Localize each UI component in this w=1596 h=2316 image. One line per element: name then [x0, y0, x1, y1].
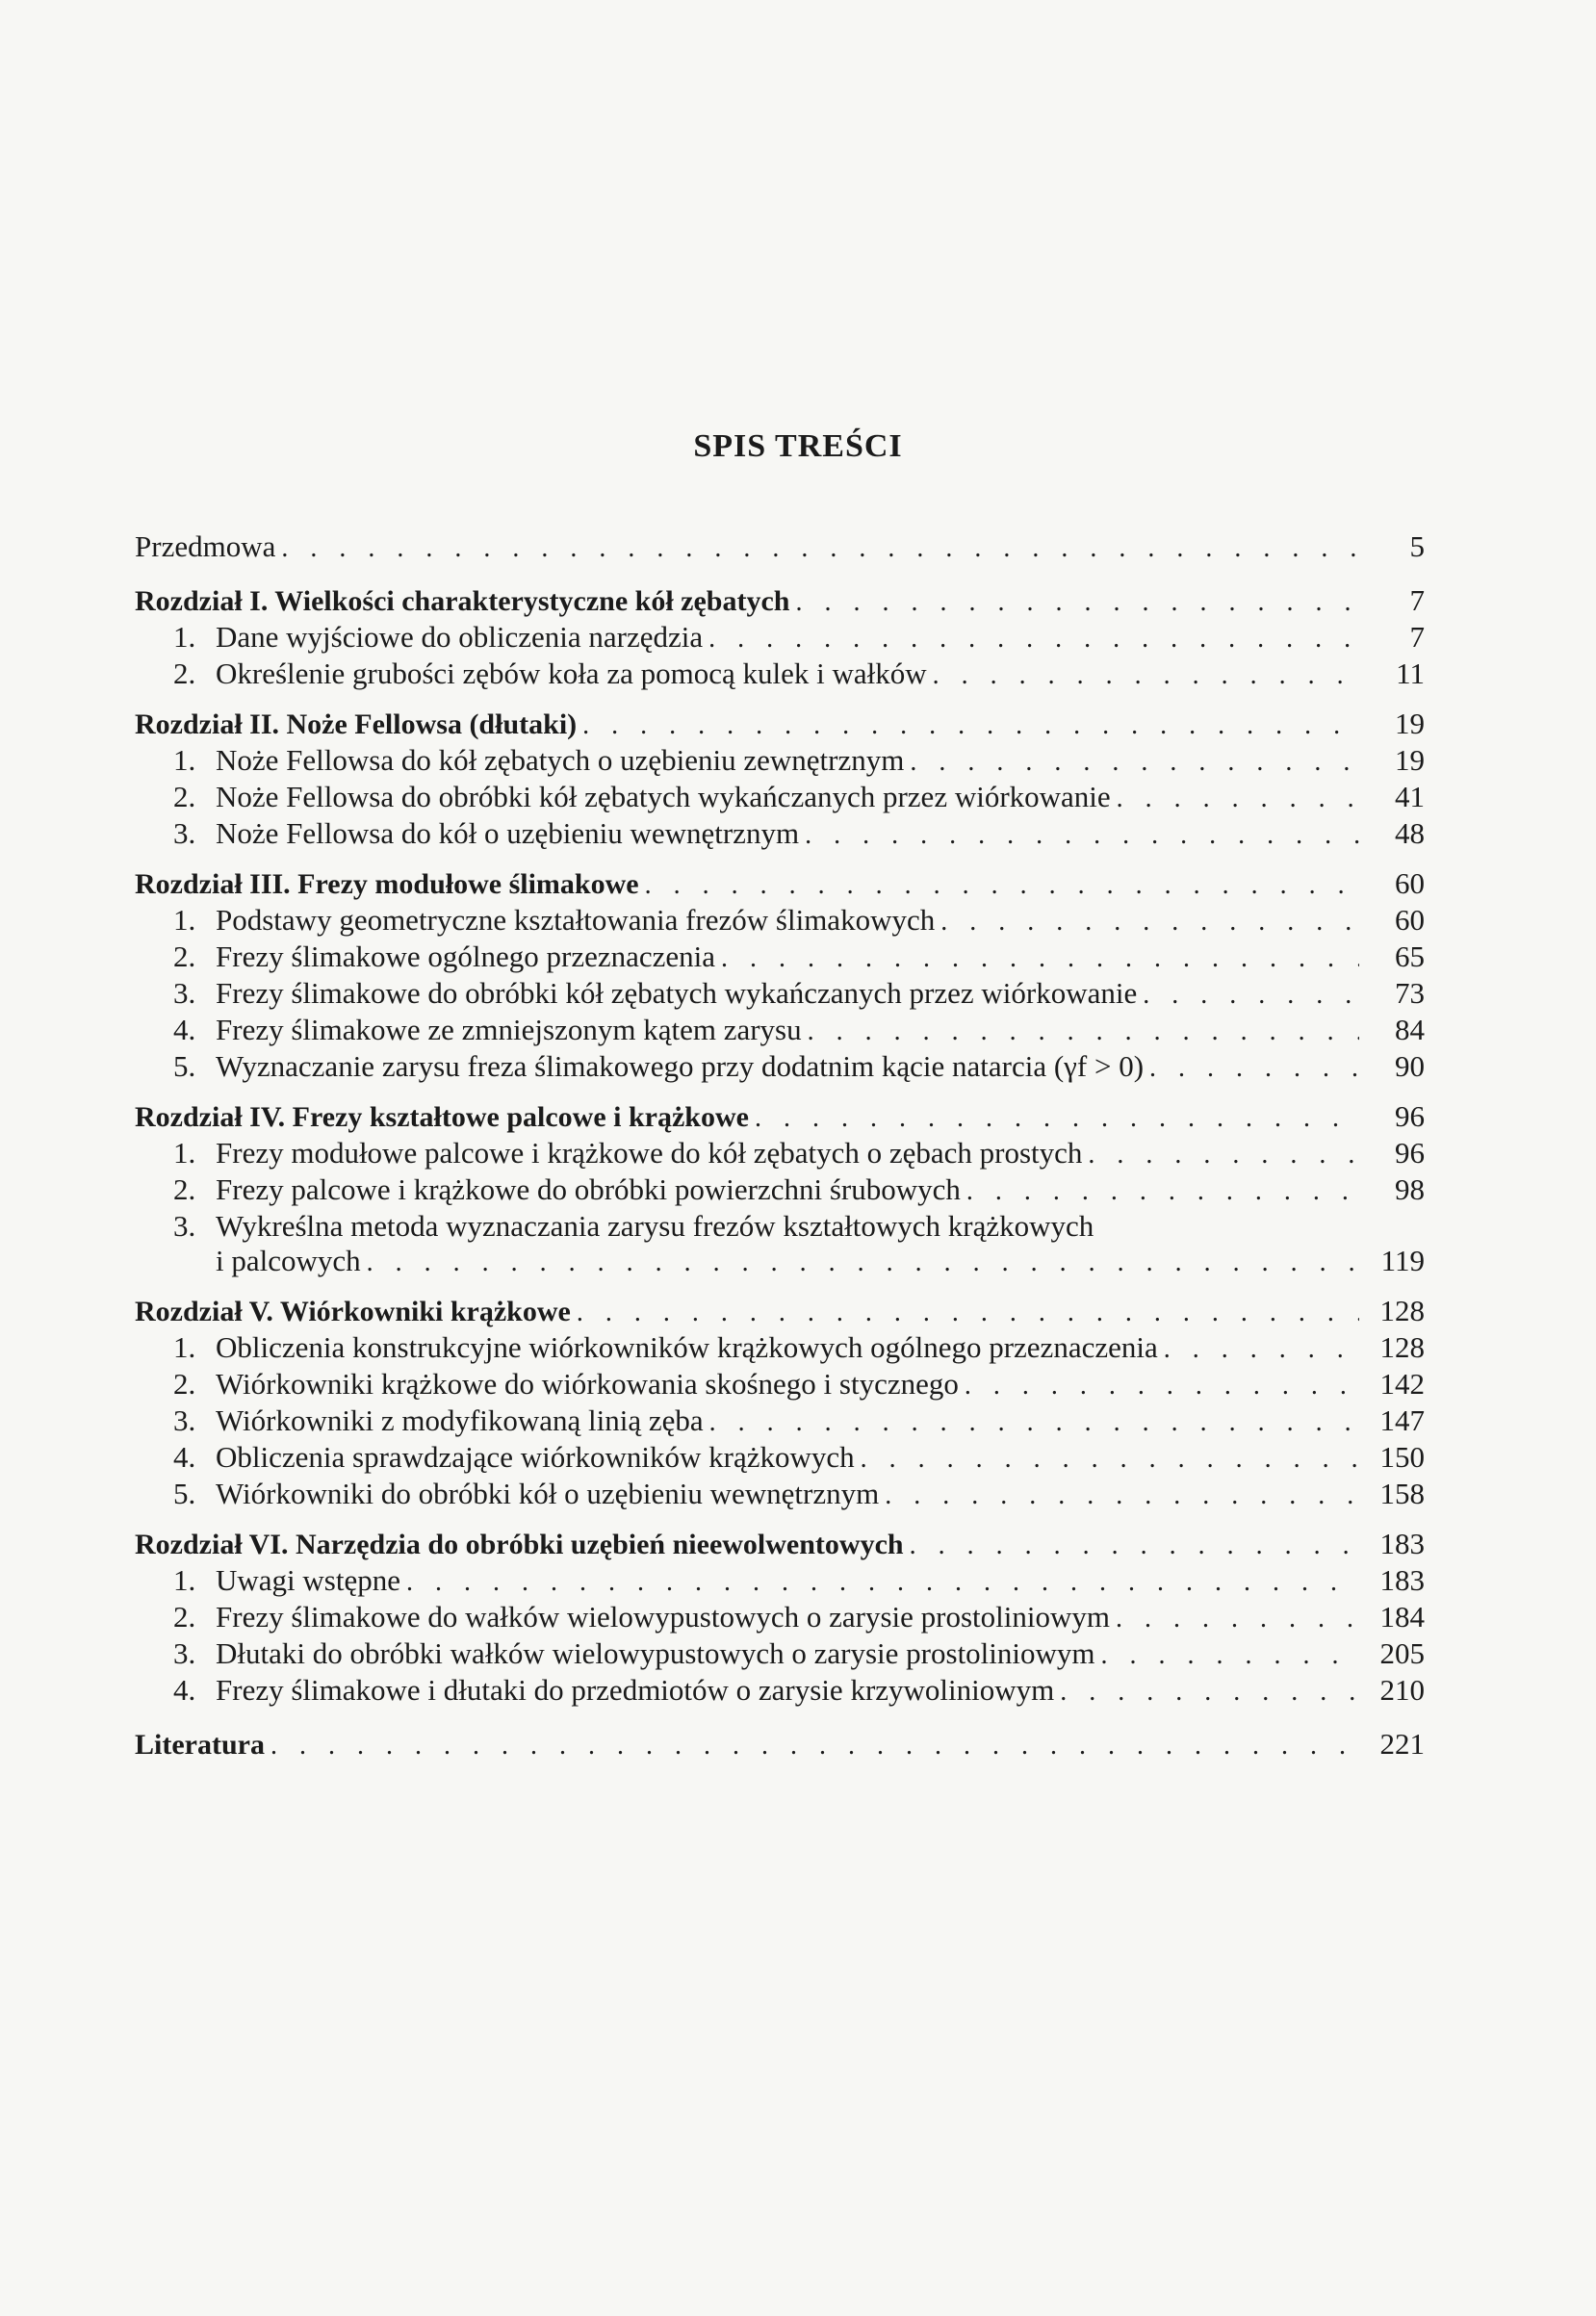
leader-dots [1143, 978, 1359, 1013]
section-number: 3. [173, 1209, 196, 1243]
section-number: 2. [173, 1367, 196, 1401]
section-number: 4. [173, 1440, 196, 1474]
toc-section[interactable] [135, 1440, 1425, 1477]
toc-section[interactable] [135, 903, 1425, 939]
page-number: 119 [1380, 1244, 1425, 1277]
page-number: 19 [1395, 743, 1425, 777]
page-number: 41 [1395, 780, 1425, 813]
section-label: Frezy ślimakowe ze zmniejszonym kątem zarysu [216, 1013, 802, 1046]
page-number: 205 [1379, 1636, 1425, 1670]
toc-section[interactable] [135, 1172, 1425, 1209]
leader-dots [910, 1529, 1359, 1563]
page-number: 65 [1395, 939, 1425, 973]
page-number: 147 [1379, 1403, 1425, 1437]
section-number: 3. [173, 976, 196, 1010]
toc-section[interactable] [135, 1673, 1425, 1710]
section-label: Obliczenia konstrukcyjne wiórkowników krążkowych ogólnego przeznaczenia [216, 1330, 1158, 1364]
section-label: Frezy palcowe i krążkowe do obróbki powierzchni śrubowych [216, 1172, 961, 1206]
toc-entry-preface[interactable] [135, 529, 1425, 566]
page-number: 128 [1379, 1294, 1425, 1327]
page-title: SPIS TREŚCI [693, 428, 903, 464]
section-label: Dane wyjściowe do obliczenia narzędzia [216, 620, 704, 654]
toc-section[interactable] [135, 1136, 1425, 1172]
leader-dots [270, 1729, 1359, 1763]
entry-label: Przedmowa [135, 529, 276, 563]
section-label: Wiórkowniki do obróbki kół o uzębieniu wewnętrznym [216, 1477, 880, 1510]
toc-section[interactable] [135, 1563, 1425, 1600]
section-number: 1. [173, 1136, 196, 1170]
chapter-label: Rozdział VI. Narzędzia do obróbki uzębień nieewolwentowych [135, 1529, 904, 1560]
toc-entry-literature[interactable] [135, 1727, 1425, 1763]
toc-section[interactable] [135, 1600, 1425, 1636]
leader-dots [1060, 1675, 1359, 1710]
section-number: 2. [173, 939, 196, 973]
toc-section[interactable] [135, 780, 1425, 816]
page-number: 96 [1395, 1099, 1425, 1133]
toc-section[interactable] [135, 1636, 1425, 1673]
section-label: Określenie grubości zębów koła za pomocą kulek i wałków [216, 656, 927, 690]
page-number: 150 [1379, 1440, 1425, 1474]
page-number: 73 [1395, 976, 1425, 1010]
toc-section[interactable] [135, 743, 1425, 780]
leader-dots [933, 658, 1359, 693]
section-number: 2. [173, 656, 196, 690]
section-label: Wykreślna metoda wyznaczania zarysu frezów kształtowych krążkowych [216, 1209, 1094, 1243]
section-label: Podstawy geometryczne kształtowania frezów ślimakowych [216, 903, 936, 937]
page-number: 128 [1379, 1330, 1425, 1364]
page-number: 142 [1379, 1367, 1425, 1401]
section-number: 4. [173, 1013, 196, 1046]
section-number: 3. [173, 1636, 196, 1670]
leader-dots [1101, 1638, 1359, 1673]
leader-dots [1116, 1602, 1359, 1636]
toc-section[interactable] [135, 1330, 1425, 1367]
leader-dots [709, 1405, 1359, 1440]
page-number: 183 [1379, 1563, 1425, 1597]
page-number: 84 [1395, 1013, 1425, 1046]
leader-dots [721, 941, 1359, 976]
chapter-label: Rozdział II. Noże Fellowsa (dłutaki) [135, 708, 578, 740]
section-label: Frezy ślimakowe ogólnego przeznaczenia [216, 939, 716, 973]
section-number: 3. [173, 816, 196, 850]
page-number: 184 [1379, 1600, 1425, 1634]
page-number: 19 [1395, 707, 1425, 740]
section-number: 2. [173, 780, 196, 813]
section-number: 4. [173, 1673, 196, 1707]
page-number: 60 [1395, 866, 1425, 900]
section-number: 1. [173, 620, 196, 654]
page-number: 158 [1379, 1477, 1425, 1510]
leader-dots [281, 531, 1359, 566]
section-label: Frezy ślimakowe do wałków wielowypustowych o zarysie prostoliniowym [216, 1600, 1110, 1634]
toc-section[interactable] [135, 1013, 1425, 1049]
page-number: 183 [1379, 1527, 1425, 1560]
leader-dots [645, 868, 1359, 903]
section-number: 1. [173, 903, 196, 937]
chapter-label: Rozdział I. Wielkości charakterystyczne kół zębatych [135, 585, 790, 617]
page-number: 7 [1409, 583, 1425, 617]
leader-dots [367, 1246, 1359, 1280]
page-number: 96 [1395, 1136, 1425, 1170]
chapter-label: Rozdział V. Wiórkowniki krążkowe [135, 1296, 571, 1327]
leader-dots [966, 1174, 1359, 1209]
section-label: Noże Fellowsa do obróbki kół zębatych wykańczanych przez wiórkowanie [216, 780, 1111, 813]
leader-dots [755, 1101, 1359, 1136]
section-label: Wiórkowniki krążkowe do wiórkowania skośnego i stycznego [216, 1367, 959, 1401]
leader-dots [861, 1442, 1359, 1477]
toc-section[interactable] [135, 816, 1425, 853]
toc-chapter-3[interactable] [135, 866, 1425, 903]
section-number: 5. [173, 1049, 196, 1083]
toc-section[interactable] [135, 620, 1425, 656]
section-label: Uwagi wstępne [216, 1563, 400, 1597]
section-label: Dłutaki do obróbki wałków wielowypustowych o zarysie prostoliniowym [216, 1636, 1095, 1670]
toc-chapter-4[interactable] [135, 1099, 1425, 1136]
leader-dots [805, 818, 1359, 853]
page-number: 98 [1395, 1172, 1425, 1206]
toc-chapter-2[interactable] [135, 707, 1425, 743]
section-label: Obliczenia sprawdzające wiórkowników krążkowych [216, 1440, 855, 1474]
section-label: Frezy modułowe palcowe i krążkowe do kół zębatych o zębach prostych [216, 1136, 1083, 1170]
leader-dots [965, 1369, 1359, 1403]
leader-dots [577, 1296, 1359, 1330]
section-label: Wiórkowniki z modyfikowaną linią zęba [216, 1403, 704, 1437]
page-number: 11 [1396, 656, 1425, 690]
section-number: 5. [173, 1477, 196, 1510]
toc-chapter-1[interactable] [135, 583, 1425, 620]
toc-section[interactable] [135, 976, 1425, 1013]
entry-label: Literatura [135, 1729, 265, 1761]
page-number: 90 [1395, 1049, 1425, 1083]
section-label: Noże Fellowsa do kół o uzębieniu wewnętrznym [216, 816, 800, 850]
toc-section[interactable] [135, 939, 1425, 976]
leader-dots [1117, 782, 1359, 816]
leader-dots [885, 1479, 1359, 1513]
leader-dots [1088, 1138, 1359, 1172]
toc-section[interactable] [135, 1367, 1425, 1403]
toc-section[interactable] [135, 1209, 1425, 1244]
page-number: 7 [1409, 620, 1425, 654]
leader-dots [1164, 1332, 1359, 1367]
section-label: Frezy ślimakowe do obróbki kół zębatych wykańczanych przez wiórkowanie [216, 976, 1138, 1010]
page-number: 60 [1395, 903, 1425, 937]
toc-section[interactable] [135, 656, 1425, 693]
leader-dots [406, 1565, 1359, 1600]
toc-chapter-5[interactable] [135, 1294, 1425, 1330]
section-number: 1. [173, 743, 196, 777]
leader-dots [910, 745, 1359, 780]
chapter-label: Rozdział III. Frezy modułowe ślimakowe [135, 868, 639, 900]
toc-section[interactable] [135, 1049, 1425, 1086]
section-number: 1. [173, 1563, 196, 1597]
page-number: 48 [1395, 816, 1425, 850]
section-label: Wyznaczanie zarysu freza ślimakowego przy dodatnim kącie natarcia (γf > 0) [216, 1049, 1145, 1083]
leader-dots [1149, 1051, 1359, 1086]
section-number: 1. [173, 1330, 196, 1364]
page-number: 210 [1379, 1673, 1425, 1707]
table-of-contents [135, 529, 1425, 1763]
section-label-continued: i palcowych [216, 1244, 361, 1277]
toc-section[interactable] [135, 1403, 1425, 1440]
chapter-label: Rozdział IV. Frezy kształtowe palcowe i krążkowe [135, 1101, 749, 1133]
leader-dots [582, 708, 1359, 743]
leader-dots [795, 585, 1359, 620]
leader-dots [940, 905, 1359, 939]
page-number: 221 [1379, 1727, 1425, 1761]
section-number: 3. [173, 1403, 196, 1437]
section-label: Noże Fellowsa do kół zębatych o uzębieniu zewnętrznym [216, 743, 905, 777]
page-number: 5 [1409, 529, 1425, 563]
section-number: 2. [173, 1172, 196, 1206]
section-number: 2. [173, 1600, 196, 1634]
leader-dots [808, 1015, 1359, 1049]
leader-dots [708, 622, 1359, 656]
section-label: Frezy ślimakowe i dłutaki do przedmiotów o zarysie krzywoliniowym [216, 1673, 1055, 1707]
toc-chapter-6[interactable] [135, 1527, 1425, 1563]
toc-section-continuation[interactable] [135, 1244, 1425, 1280]
toc-section[interactable] [135, 1477, 1425, 1513]
